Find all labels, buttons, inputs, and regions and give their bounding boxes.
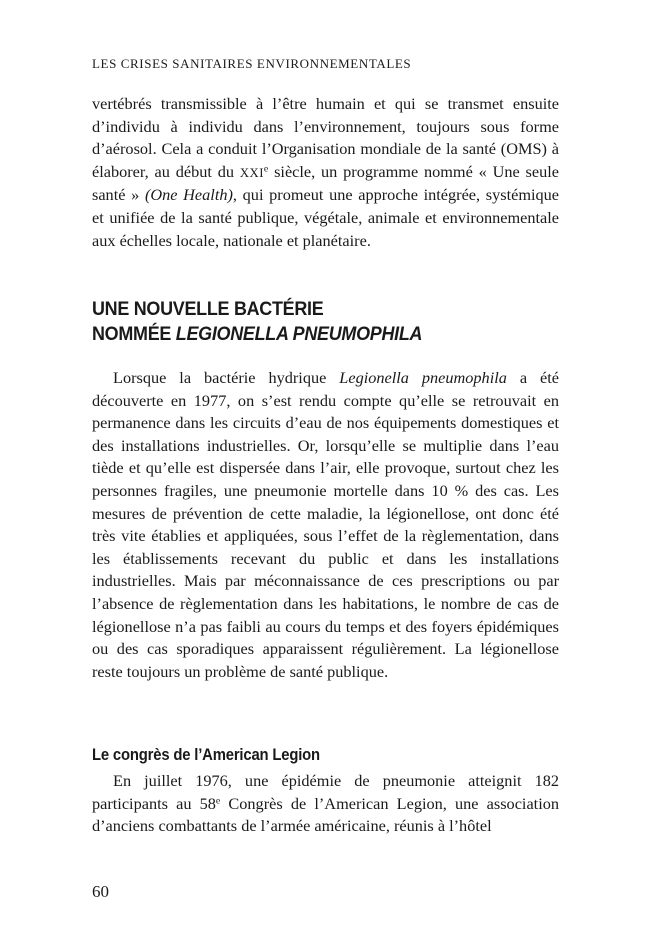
italic-term: (One Health): [144, 185, 233, 205]
running-head: LES CRISES SANITAIRES ENVIRONNEMENTALES: [92, 56, 412, 71]
paragraph-congress: [92, 770, 559, 838]
paragraph-text: siècle, un programme nommé « Une seule santé »: [92, 161, 559, 205]
paragraph-text: vertébrés transmissible à l’être humain et qui se transmet ensuite d’individu à individu dans l’environnement, toujours sous forme d’aérosol. Cela a conduit l’Organisation mondiale de la santé (OMS) à élaborer, au début du: [92, 94, 559, 181]
heading-italic-species: LEGIONELLA PNEUMOPHILA: [175, 323, 423, 345]
paragraph-text: Lorsque la bactérie hydrique: [113, 368, 340, 387]
italic-species: Legionella pneumophila: [339, 368, 507, 387]
page-number: 60: [92, 882, 109, 901]
ordinal-superscript: e: [215, 795, 221, 807]
century-superscript: e: [263, 163, 269, 175]
heading-prefix: NOMMÉE: [92, 323, 176, 345]
section-heading: [92, 297, 524, 347]
section-heading-line-1: UNE NOUVELLE BACTÉRIE: [92, 298, 324, 320]
paragraph-text: Congrès de l’American Legion, une association d’anciens combattants de l’armée américaine, réunis à l’hôtel: [92, 793, 559, 836]
paragraph-text: , qui promeut une approche intégrée, systémique et unifiée de la santé publique, végétale, animale et environnementale aux échelles locale, nationale et planétaire.: [92, 185, 560, 250]
section-heading-line-2: [92, 322, 524, 347]
paragraph-intro: [92, 93, 559, 252]
paragraph-text: En juillet 1976, une épidémie de pneumonie atteignit 182 participants au 58: [92, 771, 559, 813]
subheading: Le congrès de l’American Legion: [92, 746, 320, 764]
paragraph-legionella: [92, 367, 559, 683]
paragraph-text: a été découverte en 1977, on s’est rendu compte qu’elle se retrouvait en permanence dans les circuits d’eau de nos équipements domestiques et des installations industrielles. Or, lorsqu’elle se multiplie dans l’eau tiède et qu’elle est dispersée dans l’air, elle provoque, surtout chez les personnes fragiles, une pneumonie mortelle dans 10 % des cas. Les mesures de prévention de cette maladie, la légionellose, ont donc été très vite établies et appliquées, sous l’effet de la règlementation, dans les établissements recevant du public et dans les installations industrielles. Mais par méconnaissance de ces prescriptions ou par l’absence de règlementation dans les habitations, le nombre de cas de légionellose n’a pas faibli au cours du temps et des foyers épidémiques ou des cas sporadiques apparaissent régulièrement. La légionellose reste toujours un problème de santé publique.: [92, 368, 559, 681]
century-numeral: XXI: [239, 165, 264, 180]
